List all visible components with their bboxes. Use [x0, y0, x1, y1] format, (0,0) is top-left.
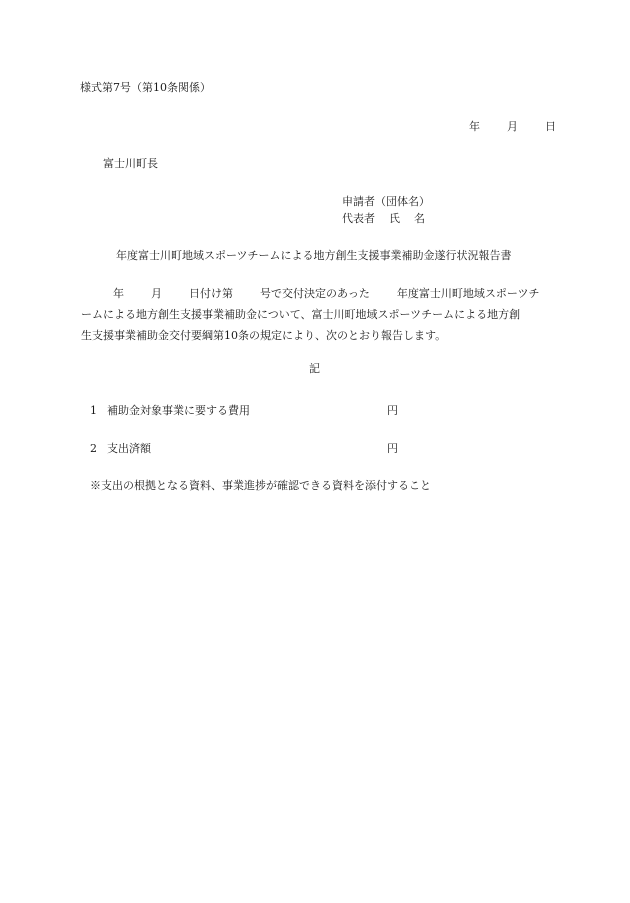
body-paragraph [81, 283, 559, 346]
date-month: 月 [507, 120, 518, 133]
item-number: 2 [90, 442, 97, 455]
applicant-representative [342, 212, 425, 225]
attachment-note: ※支出の根拠となる資料、事業進捗が確認できる資料を添付すること [90, 479, 431, 492]
applicant-name-part1: 氏 [389, 212, 400, 225]
item-spent [90, 442, 151, 455]
item-cost [90, 404, 250, 417]
applicant-group-label: 申請者（団体名） [342, 195, 430, 208]
item-label: 補助金対象事業に要する費用 [107, 404, 250, 417]
body-month: 月 [151, 287, 162, 300]
body-line-3: 生支援事業補助金交付要綱第10条の規定により、次のとおり報告します。 [81, 329, 447, 342]
form-label: 様式第7号（第10条関係） [80, 81, 211, 94]
addressee: 富士川町長 [103, 157, 158, 170]
body-line-2: ームによる地方創生支援事業補助金について、富士川町地域スポーツチームによる地方創 [81, 308, 521, 321]
date-day: 日 [545, 120, 556, 133]
date-year: 年 [469, 120, 480, 133]
body-line-1 [81, 283, 559, 304]
body-tail: 年度富士川町地域スポーツチ [396, 287, 540, 300]
applicant-rep-label: 代表者 [342, 212, 375, 225]
item-unit: 円 [387, 442, 398, 455]
applicant-name-part2: 名 [414, 212, 425, 225]
body-num: 号で交付決定のあった [260, 287, 370, 300]
body-year: 年 [113, 287, 124, 300]
document-title: 年度富士川町地域スポーツチームによる地方創生支援事業補助金遂行状況報告書 [116, 249, 512, 262]
body-mid: 日付け第 [189, 287, 233, 300]
date-line [469, 120, 556, 133]
item-unit: 円 [387, 404, 398, 417]
ki-heading: 記 [309, 362, 320, 375]
item-label: 支出済額 [107, 442, 151, 455]
item-number: 1 [90, 404, 97, 417]
